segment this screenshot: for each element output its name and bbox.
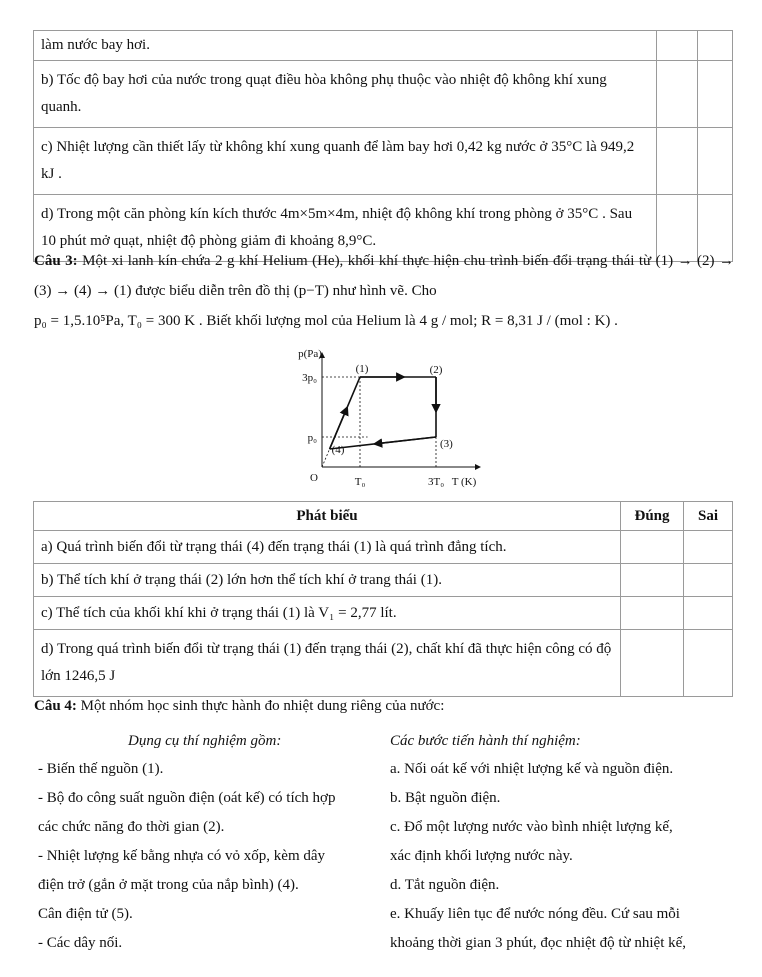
table-row xyxy=(34,630,733,697)
table-row xyxy=(34,31,733,61)
true-cell[interactable] xyxy=(621,597,684,630)
list-item: - Nhiệt lượng kế bằng nhựa có vỏ xốp, kèm dây xyxy=(38,848,326,864)
origin-label: O xyxy=(310,472,318,484)
question-text: Một nhóm học sinh thực hành đo nhiệt dung riêng của nước: xyxy=(76,698,445,714)
steps-title: Các bước tiến hành thí nghiệm: xyxy=(390,733,581,749)
guide-line xyxy=(322,449,330,467)
direction-arrow xyxy=(374,437,436,444)
statement-cell: d) Trong quá trình biến đổi từ trạng thái (1) đến trạng thái (2), chất khí đã thực hiện công có độ lớn 1246,5 J xyxy=(34,630,621,697)
true-cell[interactable] xyxy=(657,31,698,61)
statement-cell: d) Trong một căn phòng kín kích thước 4m×5m×4m, nhiệt độ không khí trong phòng ở 35°C . Sau 10 phút mở quạt, nhiệt độ phòng giảm đi khoảng 8,9°C. xyxy=(34,195,657,262)
list-item: c. Đổ một lượng nước vào bình nhiệt lượng kế, xyxy=(390,819,673,835)
list-item: Cân điện tử (5). xyxy=(38,906,133,922)
list-item: các chức năng đo thời gian (2). xyxy=(38,819,225,835)
y-tick-label: p₀ xyxy=(307,432,317,444)
header-false: Sai xyxy=(684,502,733,531)
table-header xyxy=(34,502,733,531)
point-label: (1) xyxy=(355,363,369,375)
list-item: điện trở (gắn ở mặt trong của nắp bình) (4). xyxy=(38,877,299,893)
header-true: Đúng xyxy=(621,502,684,531)
false-cell[interactable] xyxy=(698,128,733,195)
false-cell[interactable] xyxy=(684,564,733,597)
table-row xyxy=(34,564,733,597)
x-axis-label: T (K) xyxy=(451,476,477,488)
p-t-diagram xyxy=(280,345,500,495)
statement-cell: b) Thể tích khí ở trạng thái (2) lớn hơn thể tích khí ở trang thái (1). xyxy=(34,564,621,597)
question-4 xyxy=(34,691,734,721)
equipment-title: Dụng cụ thí nghiệm gồm: xyxy=(128,733,282,749)
direction-arrow xyxy=(330,407,348,449)
statement-cell: a) Quá trình biến đổi từ trạng thái (4) đến trạng thái (1) là quá trình đẳng tích. xyxy=(34,531,621,564)
table-row xyxy=(34,128,733,195)
statement-table-q2 xyxy=(33,30,733,262)
false-cell[interactable] xyxy=(698,61,733,128)
list-item: - Biến thế nguồn (1). xyxy=(38,761,164,777)
true-cell[interactable] xyxy=(657,128,698,195)
list-item: b. Bật nguồn điện. xyxy=(390,790,501,806)
false-cell[interactable] xyxy=(684,630,733,697)
question-3 xyxy=(34,246,734,336)
x-tick-label: 3T₀ xyxy=(427,476,445,488)
list-item: xác định khối lượng nước này. xyxy=(390,848,573,864)
list-item: - Bộ đo công suất nguồn điện (oát kế) có tích hợp xyxy=(38,790,336,806)
point-label: (3) xyxy=(440,438,453,450)
list-item: e. Khuấy liên tục để nước nóng đều. Cứ sau mỗi xyxy=(390,906,680,922)
false-cell[interactable] xyxy=(684,531,733,564)
x-tick-label: T₀ xyxy=(354,476,366,488)
header-statement: Phát biểu xyxy=(34,502,621,531)
list-item: khoảng thời gian 3 phút, đọc nhiệt độ từ nhiệt kế, xyxy=(390,935,687,951)
table-row xyxy=(34,61,733,128)
equipment-list xyxy=(38,755,383,958)
true-cell[interactable] xyxy=(657,61,698,128)
question-label: Câu 4: xyxy=(34,698,77,714)
list-item: d. Tắt nguồn điện. xyxy=(390,877,500,893)
statement-cell: c) Thể tích của khối khí khi ở trạng thái (1) là V₁ = 2,77 lít. xyxy=(34,597,621,630)
table-row xyxy=(34,597,733,630)
statement-cell: b) Tốc độ bay hơi của nước trong quạt điều hòa không phụ thuộc vào nhiệt độ không khí xung quanh. xyxy=(34,61,657,128)
y-tick-label: 3p₀ xyxy=(302,372,317,384)
true-cell[interactable] xyxy=(621,630,684,697)
question-given: p₀ = 1,5.10⁵Pa, T₀ = 300 K . Biết khối lượng mol của Helium là 4 g / mol; R = 8,31 J / (mol : K) . xyxy=(34,313,618,329)
false-cell[interactable] xyxy=(684,597,733,630)
question-text: Một xi lanh kín chứa 2 g khí Helium (He), khối khí thực hiện chu trình biến đổi trạng thái từ (1) → (2) → (3) → (4) → (1) được biểu diễn trên đồ thị (p−T) như hình vẽ. Cho xyxy=(34,253,735,299)
statement-table-q3 xyxy=(33,501,733,697)
true-cell[interactable] xyxy=(621,564,684,597)
list-item: a. Nối oát kế với nhiệt lượng kế và nguồn điện. xyxy=(390,761,674,777)
steps-list xyxy=(390,755,735,958)
list-item: - Các dây nối. xyxy=(38,935,123,951)
true-cell[interactable] xyxy=(621,531,684,564)
statement-cell: làm nước bay hơi. xyxy=(34,31,657,61)
table-row xyxy=(34,531,733,564)
y-axis-label: p(Pa) xyxy=(298,348,322,360)
false-cell[interactable] xyxy=(698,31,733,61)
question-label: Câu 3: xyxy=(34,253,78,269)
statement-cell: c) Nhiệt lượng cần thiết lấy từ không khí xung quanh để làm bay hơi 0,42 kg nước ở 35°C là 949,2 kJ . xyxy=(34,128,657,195)
point-label: (2) xyxy=(429,364,443,376)
point-label: (4) xyxy=(331,444,345,456)
